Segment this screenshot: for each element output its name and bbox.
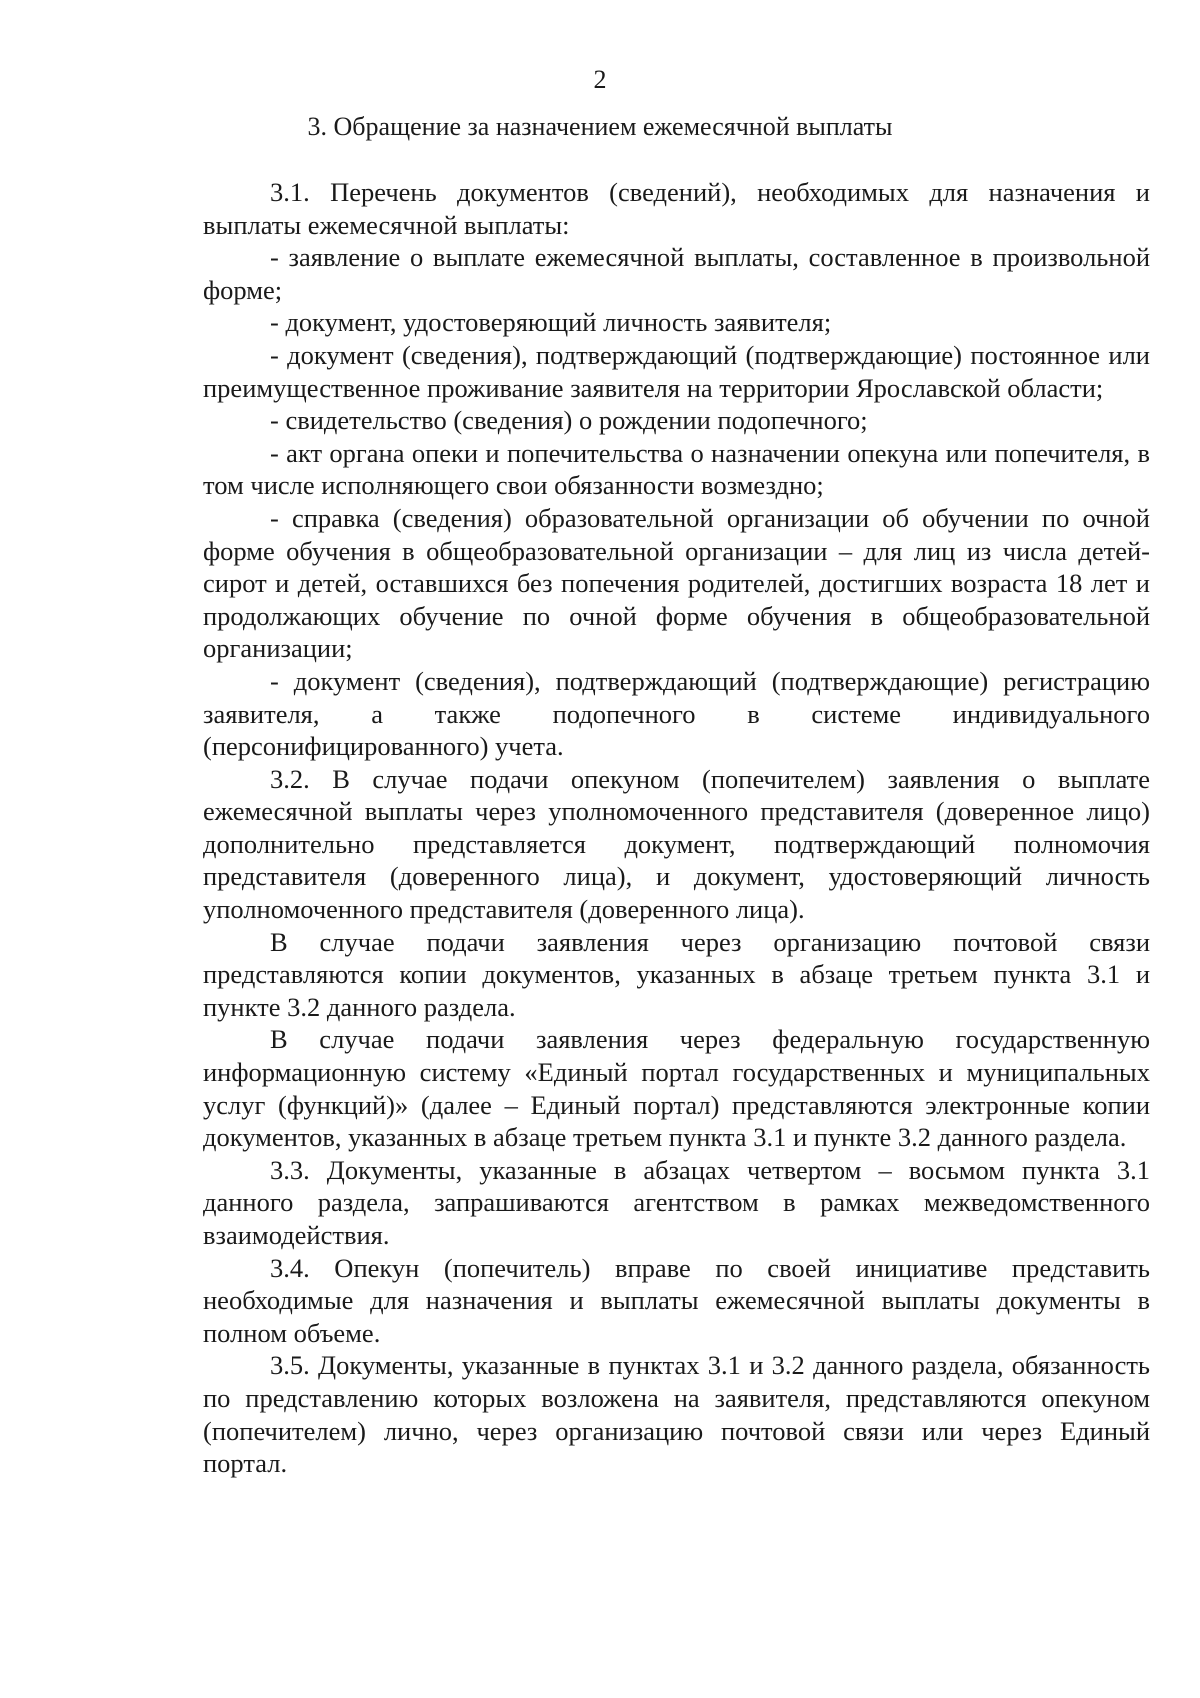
list-item-application: - заявление о выплате ежемесячной выплаты, составленное в произвольной форме; (203, 242, 1150, 305)
list-item-guardianship-act: - акт органа опеки и попечительства о назначении опекуна или попечителя, в том числе исполняющего свои обязанности возмездно; (203, 437, 1150, 501)
page-number: 2 (593, 65, 607, 94)
paragraph-3-4: 3.4. Опекун (попечитель) вправе по своей инициативе представить необходимые для назначения и выплаты ежемесячной выплаты документы в полном объеме. (203, 1252, 1150, 1348)
paragraph-portal-submission: В случае подачи заявления через федеральную государственную информационную систему «Единый портал государственных и муниципальных услуг (функций)» (далее – Единый портал) представляются электронные копии документов, указанных в абзаце третьем пункта 3.1 и пункте 3.2 данного раздела. (203, 1024, 1150, 1153)
paragraph-3-3: 3.3. Документы, указанные в абзацах четвертом – восьмом пункта 3.1 данного раздела, запрашиваются агентством в рамках межведомственного взаимодействия. (203, 1154, 1150, 1250)
list-item-residence-document: - документ (сведения), подтверждающий (подтверждающие) постоянное или преимущественное проживание заявителя на территории Ярославской области; (203, 339, 1150, 403)
paragraph-3-2: 3.2. В случае подачи опекуном (попечителем) заявления о выплате ежемесячной выплаты через уполномоченного представителя (доверенное лицо) дополнительно представляется документ, подтверждающий полномочия представителя (доверенного лица), и документ, удостоверяющий личность уполномоченного представителя (доверенного лица). (203, 763, 1150, 925)
list-item-registration-document: - документ (сведения), подтверждающий (подтверждающие) регистрацию заявителя, а также подопечного в системе индивидуального (персонифицированного) учета. (203, 665, 1150, 762)
paragraph-3-1-intro: 3.1. Перечень документов (сведений), необходимых для назначения и выплаты ежемесячной выплаты: (203, 177, 1150, 240)
document-body (203, 176, 1150, 1480)
paragraph-3-5: 3.5. Документы, указанные в пунктах 3.1 и 3.2 данного раздела, обязанность по представлению которых возложена на заявителя, представляются опекуном (попечителем) лично, через организацию почтовой связи или через Единый портал. (203, 1350, 1150, 1479)
paragraph-postal-submission: В случае подачи заявления через организацию почтовой связи представляются копии документов, указанных в абзаце третьем пункта 3.1 и пункте 3.2 данного раздела. (203, 926, 1150, 1022)
section-title: 3. Обращение за назначением ежемесячной выплаты (307, 112, 893, 141)
list-item-education-certificate: - справка (сведения) образовательной организации об обучении по очной форме обучения в общеобразовательной организации – для лиц из числа детей-сирот и детей, оставшихся без попечения родителей, достигших возраста 18 лет и продолжающих обучение по очной форме обучения в общеобразовательной организации; (203, 502, 1150, 664)
list-item-identity-document: - документ, удостоверяющий личность заявителя; (270, 307, 832, 338)
list-item-birth-certificate: - свидетельство (сведения) о рождении подопечного; (270, 405, 868, 436)
